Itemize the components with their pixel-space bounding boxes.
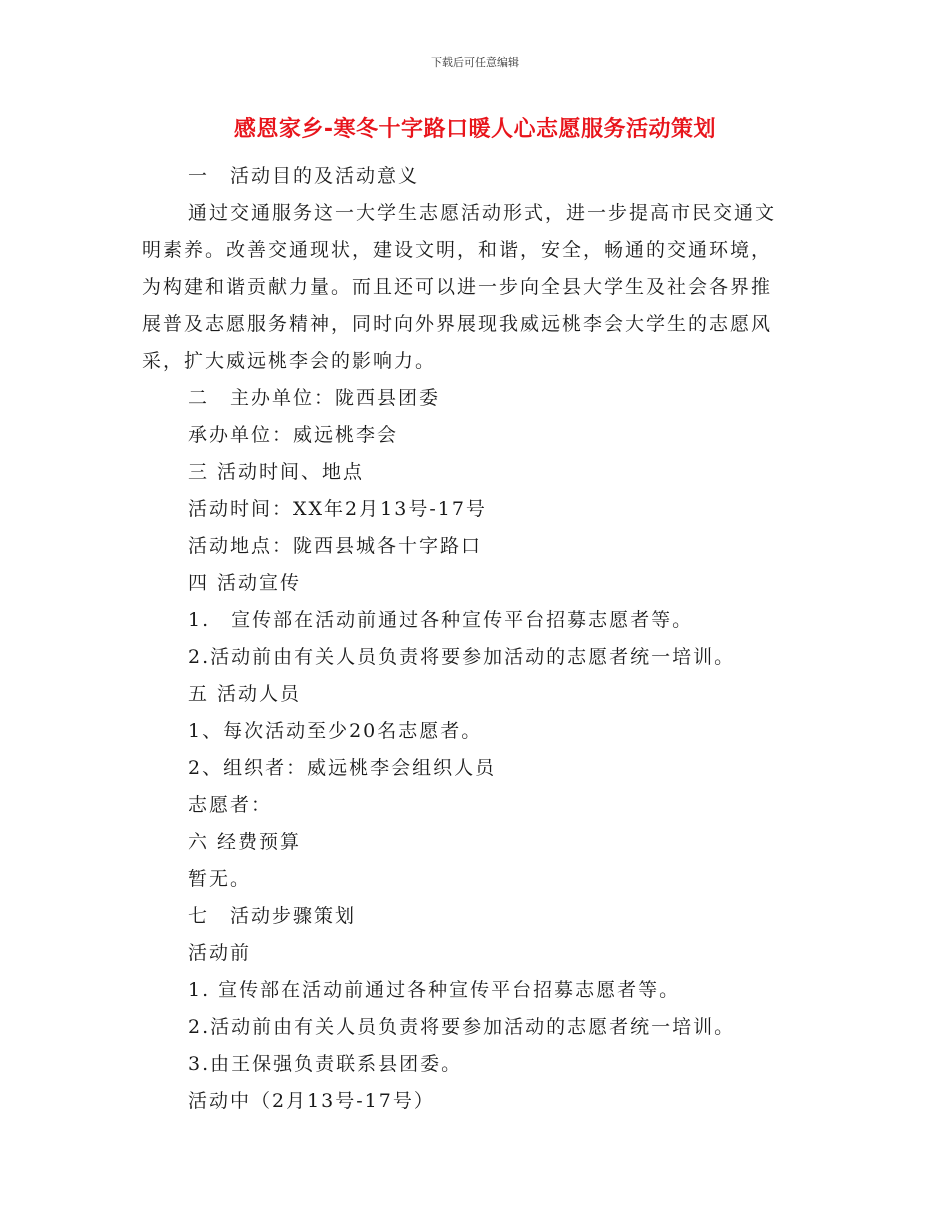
section-heading-time-place: 三 活动时间、地点 <box>188 461 365 483</box>
steps-subheading-during: 活动中（2月13号-17号） <box>188 1090 435 1112</box>
document-body <box>142 158 802 1120</box>
budget-body: 暂无。 <box>188 868 252 890</box>
activity-time-line: 活动时间：XX年2月13号-17号 <box>188 498 487 520</box>
personnel-item: 志愿者： <box>188 794 273 816</box>
personnel-item: 1、每次活动至少20名志愿者。 <box>188 720 483 742</box>
purpose-paragraph-line: 为构建和谐贡献力量。而且还可以进一步向全县大学生及社会各界推 <box>142 276 773 298</box>
section-heading-personnel: 五 活动人员 <box>188 683 302 705</box>
publicity-item: 1. 宣传部在活动前通过各种宣传平台招募志愿者等。 <box>188 609 694 631</box>
steps-item: 3.由王保强负责联系县团委。 <box>188 1053 463 1075</box>
personnel-item: 2、组织者：威远桃李会组织人员 <box>188 757 497 779</box>
section-heading-budget: 六 经费预算 <box>188 831 302 853</box>
section-heading-organizer: 二 主办单位：陇西县团委 <box>188 387 441 409</box>
section-heading-publicity: 四 活动宣传 <box>188 572 302 594</box>
purpose-paragraph-line: 采，扩大威远桃李会的影响力。 <box>142 350 437 372</box>
steps-item: 1. 宣传部在活动前通过各种宣传平台招募志愿者等。 <box>188 979 681 1001</box>
section-heading-steps: 七 活动步骤策划 <box>188 905 357 927</box>
activity-place-line: 活动地点：陇西县城各十字路口 <box>188 535 483 557</box>
purpose-paragraph-line: 明素养。改善交通现状，建设文明，和谐，安全，畅通的交通环境， <box>142 239 773 261</box>
document-title: 感恩家乡-寒冬十字路口暖人心志愿服务活动策划 <box>233 117 717 142</box>
header-note: 下载后可任意编辑 <box>431 56 519 69</box>
publicity-item: 2.活动前由有关人员负责将要参加活动的志愿者统一培训。 <box>188 646 736 668</box>
purpose-paragraph-line: 展普及志愿服务精神，同时向外界展现我威远桃李会大学生的志愿风 <box>142 313 773 335</box>
co-organizer-line: 承办单位：威远桃李会 <box>188 424 399 446</box>
section-heading-purpose: 一 活动目的及活动意义 <box>188 165 420 187</box>
purpose-paragraph-line: 通过交通服务这一大学生志愿活动形式，进一步提高市民交通文 <box>188 202 777 224</box>
steps-item: 2.活动前由有关人员负责将要参加活动的志愿者统一培训。 <box>188 1016 736 1038</box>
steps-subheading-before: 活动前 <box>188 942 252 964</box>
